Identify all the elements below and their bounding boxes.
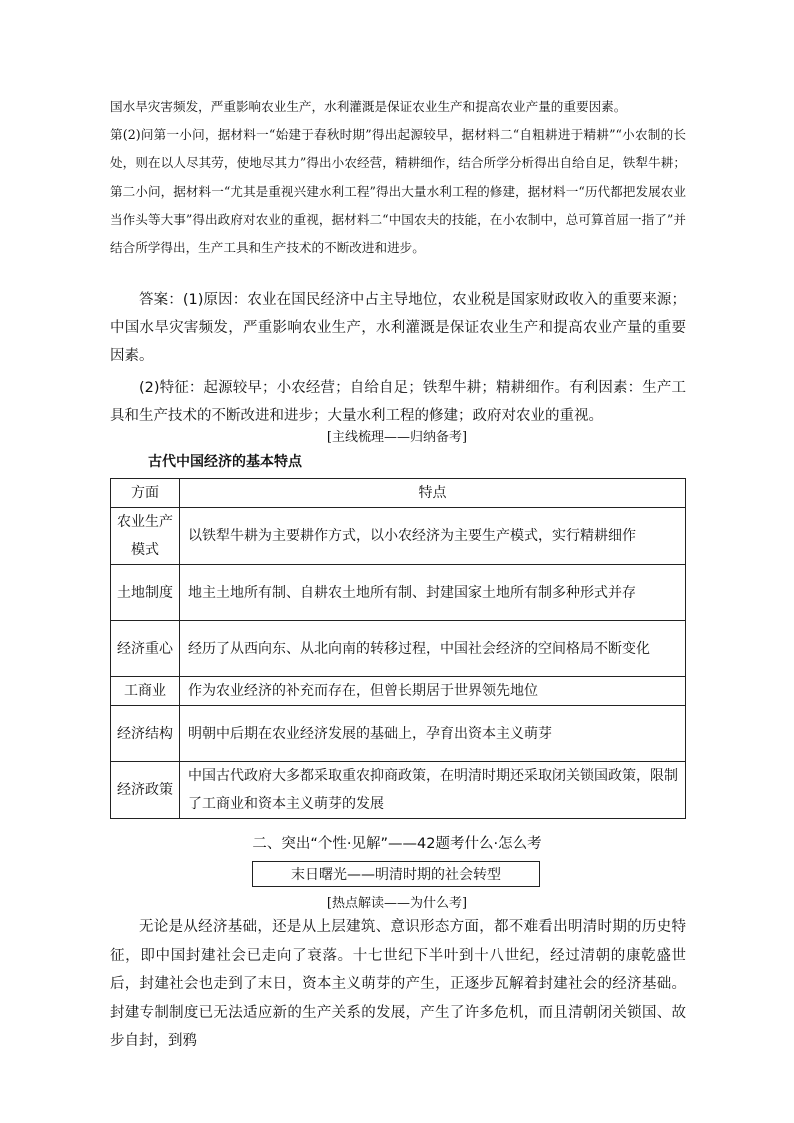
table-title: 古代中国经济的基本特点 — [148, 454, 302, 470]
table-cell-aspect: 经济结构 — [111, 706, 180, 762]
analysis-paragraph: 第(2)问第一小问，据材料一“始建于春秋时期”得出起源较早，据材料二“自粗耕进于精耕”“小农制的长处，则在以人尽其劳，使地尽其力”得出小农经营，精耕细作，结合所学分析得出自给自足，铁犁牛耕；第二小问，据材料一“尤其是重视兴建水利工程”得出大量水利工程的修建，据材料一“历代都把发展农业当作头等大事”得出政府对农业的重视，据材料二“中国农夫的技能，在小农制中，总可算首屈一指了”并结合所学得出，生产工具和生产技术的不断改进和进步。 — [110, 127, 686, 256]
table-cell-aspect: 工商业 — [111, 677, 180, 706]
table-cell-aspect: 经济重心 — [111, 621, 180, 677]
section-2-title: 二、突出“个性·见解”——42题考什么·怎么考 — [252, 836, 542, 852]
table-row — [111, 706, 686, 762]
table-cell-aspect: 农业生产模式 — [111, 508, 180, 565]
answer-block — [110, 286, 686, 430]
table-header-row — [111, 479, 686, 508]
table-row — [111, 677, 686, 706]
body-text — [110, 913, 686, 1056]
section-label-hot: [热点解读——为什么考] — [326, 896, 468, 911]
table-cell-feature: 中国古代政府大多都采取重农抑商政策，在明清时期还采取闭关锁国政策，限制了工商业和资本主义萌芽的发展 — [180, 762, 686, 819]
features-table — [110, 478, 686, 819]
table-cell-feature: 明朝中后期在农业经济发展的基础上，孕育出资本主义萌芽 — [180, 706, 686, 762]
table-cell-feature: 经历了从西向东、从北向南的转移过程，中国社会经济的空间格局不断变化 — [180, 621, 686, 677]
answer-part-1: 答案：(1)原因：农业在国民经济中占主导地位，农业税是国家财政收入的重要来源；中国水旱灾害频发，严重影响农业生产，水利灌溉是保证农业生产和提高农业产量的重要因素。 — [110, 292, 686, 364]
body-paragraph: 无论是从经济基础，还是从上层建筑、意识形态方面，都不难看出明清时期的历史特征，即中国封建社会已走向了衰落。十七世纪下半叶到十八世纪，经过清朝的康乾盛世后，封建社会也走到了末日，资本主义萌芽的产生，正逐步瓦解着封建社会的经济基础。封建专制制度已无法适应新的生产关系的发展，产生了许多危机，而且清朝闭关锁国、故步自封，到鸦 — [110, 919, 686, 1050]
table-cell-aspect: 土地制度 — [111, 565, 180, 621]
table-cell-feature: 地主土地所有制、自耕农土地所有制、封建国家土地所有制多种形式并存 — [180, 565, 686, 621]
table-row — [111, 621, 686, 677]
table-row — [111, 565, 686, 621]
table-row — [111, 762, 686, 819]
table-cell-feature: 作为农业经济的补充而存在，但曾长期居于世界领先地位 — [180, 677, 686, 706]
section-label-review: [主线梳理——归纳备考] — [326, 430, 468, 445]
topic-box-title: 末日曙光——明清时期的社会转型 — [252, 861, 540, 887]
analysis-text — [110, 93, 686, 262]
table-row — [111, 508, 686, 565]
answer-part-2: (2)特征：起源较早；小农经营；自给自足；铁犁牛耕；精耕细作。有利因素：生产工具和生产技术的不断改进和进步；大量水利工程的修建；政府对农业的重视。 — [110, 380, 686, 424]
table-header-aspect: 方面 — [111, 479, 180, 508]
table-cell-feature: 以铁犁牛耕为主要耕作方式，以小农经济为主要生产模式，实行精耕细作 — [180, 508, 686, 565]
table-header-feature: 特点 — [180, 479, 686, 508]
analysis-line: 国水旱灾害频发，严重影响农业生产，水利灌溉是保证农业生产和提高农业产量的重要因素。 — [110, 99, 627, 114]
table-cell-aspect: 经济政策 — [111, 762, 180, 819]
